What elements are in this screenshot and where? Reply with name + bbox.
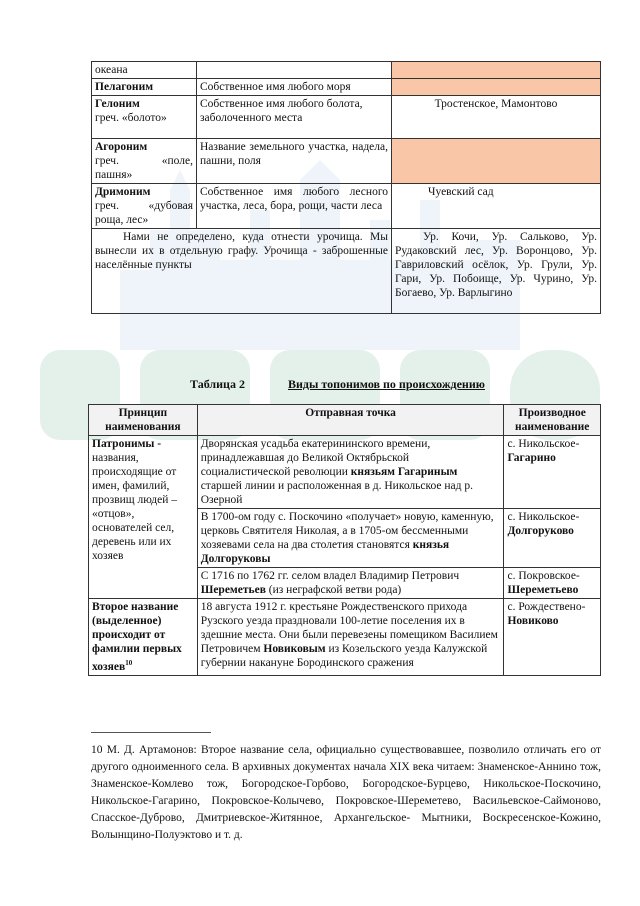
examples-cell (392, 139, 601, 184)
origin-text: С 1716 по 1762 гг. селом владел Владимир Петрович (200, 570, 460, 582)
examples-cell: Тростенское, Мамонтово (392, 96, 601, 139)
term-name: Агороним (95, 141, 148, 153)
origin-text: из Козельского уезда Калужской губернии накануне Бородинского сражения (200, 643, 488, 669)
definition-cell (197, 62, 392, 79)
derived-name: Шереметьево (507, 584, 579, 596)
definition-cell: Собственное имя любого лесного участка, леса, бора, рощи, части леса (197, 184, 392, 229)
column-header: Принцип наименования (89, 405, 198, 436)
definition-cell: Собственное имя любого моря (197, 79, 392, 96)
note-cell: Нами не определено, куда отнести урочища. Мы вынесли их в отдельную графу. Урочища - заброшенные населённые пункты (92, 229, 392, 314)
principle-bold: Патронимы - (92, 438, 162, 450)
origin-types-table (88, 404, 601, 676)
table-row (92, 96, 601, 139)
column-header: Производное наименование (504, 405, 601, 436)
table-row (92, 62, 601, 79)
derived-prefix: с. Рождествено- (507, 601, 586, 613)
definition-cell: Название земельного участка, надела, пашни, поля (197, 139, 392, 184)
term-name: Гелоним (95, 98, 140, 110)
table-row (92, 229, 601, 314)
note-examples-cell: Ур. Кочи, Ур. Сальково, Ур. Рудаковский лес, Ур. Воронцово, Ур. Гавриловский осёлок, Ур. Грули, Ур. Гари, Ур. Побоище, Ур. Чурино, Ур. Богаево, Ур. Варлыгино (392, 229, 601, 314)
term-cell (92, 96, 197, 139)
term-cell (92, 139, 197, 184)
origin-text: 18 августа 1912 г. крестьяне Рождественского прихода Рузского уезда праздновали 100-летие поселения их в здешние места. Они были перевезены помещиком Василием Петровичем (200, 601, 498, 655)
derived-prefix: с. Никольское- (507, 438, 580, 450)
origin-owner: Новиковым (263, 643, 326, 655)
origin-text: Дворянская усадьба екатерининского времени, принадлежавшая до Великой Октябрьской социалистической революции (200, 438, 431, 478)
origin-text: (из неграфской ветви рода) (265, 584, 402, 596)
table-row (92, 184, 601, 229)
origin-text: старшей линии и расположенная в д. Никольское над р. Озерной (200, 480, 473, 506)
principle-text: Второе название (выделенное) происходит от фамилии первых хозяев (92, 601, 182, 673)
table-row (92, 139, 601, 184)
derived-name: Гагарино (507, 452, 556, 464)
term-etymology: греч. «дубовая роща, лес» (95, 200, 193, 226)
column-header: Отправная точка (197, 405, 504, 436)
term-etymology: греч. «болото» (95, 112, 167, 124)
term-cell (92, 184, 197, 229)
table-row (89, 599, 601, 676)
footnote-ref: 10 (125, 659, 133, 667)
caption-title: Виды топонимов по происхождению (287, 377, 485, 391)
term-cell: Пелагоним (92, 79, 197, 96)
footnote-separator (91, 732, 211, 733)
toponym-types-table (91, 61, 601, 314)
origin-cell (197, 568, 504, 599)
derived-cell (504, 509, 601, 568)
definition-cell: Собственное имя любого болота, заболоченного места (197, 96, 392, 139)
origin-owner: Шереметьев (200, 584, 266, 596)
table-row (92, 79, 601, 96)
derived-prefix: с. Покровское- (507, 570, 580, 582)
origin-text: В 1700-ом году с. Поскочино «получает» новую, каменную, церковь Святителя Николая, а в 1705-ом бессменными хозяевами села на два столетия становятся (200, 511, 494, 551)
term-cell: океана (92, 62, 197, 79)
table-row (89, 436, 601, 509)
derived-prefix: с. Никольское- (507, 511, 580, 523)
principle-cell (89, 599, 198, 676)
origin-cell (197, 599, 504, 676)
principle-cell (89, 436, 198, 599)
origin-cell (197, 436, 504, 509)
derived-cell (504, 436, 601, 509)
origin-owner: князьям Гагариным (350, 466, 458, 478)
examples-cell: Чуевский сад (392, 184, 601, 229)
footnote: 10 М. Д. Артамонов: Второе название села, официально существовавшее, позволило отличать его от другого одноименного села. В архивных документах начала XIX века читаем: Знаменское-Аннино тож, Знаменское-Комлево тож, Богородское-Горбово, Богородское-Бурцево, Никольское-Поскочино, Никольское-Гагарино, Покровское-Колычево, Покровское-Шереметево, Васильевское-Саймоново, Спасское-Дуброво, Дмитриевское-Житянное, Архангельское- Мытники, Воскресенское-Кожино, Волынщино-Полуэктово и т. д. (91, 744, 601, 841)
caption-label: Таблица 2 (190, 377, 245, 391)
origin-cell (197, 509, 504, 568)
term-etymology: греч. «поле, пашня» (95, 155, 193, 181)
derived-cell (504, 568, 601, 599)
principle-text: названия, происходящие от имен, фамилий, прозвищ людей – «отцов», основателей сел, деревень или их хозяев (92, 452, 177, 562)
derived-name: Новиково (507, 615, 559, 627)
table-header-row (89, 405, 601, 436)
term-name: Дримоним (95, 186, 151, 198)
derived-cell (504, 599, 601, 676)
derived-name: Долгоруково (507, 525, 574, 537)
origin-owner: князья Долгоруковы (200, 539, 450, 565)
table-caption (190, 377, 485, 392)
examples-cell (392, 79, 601, 96)
examples-cell (392, 62, 601, 79)
